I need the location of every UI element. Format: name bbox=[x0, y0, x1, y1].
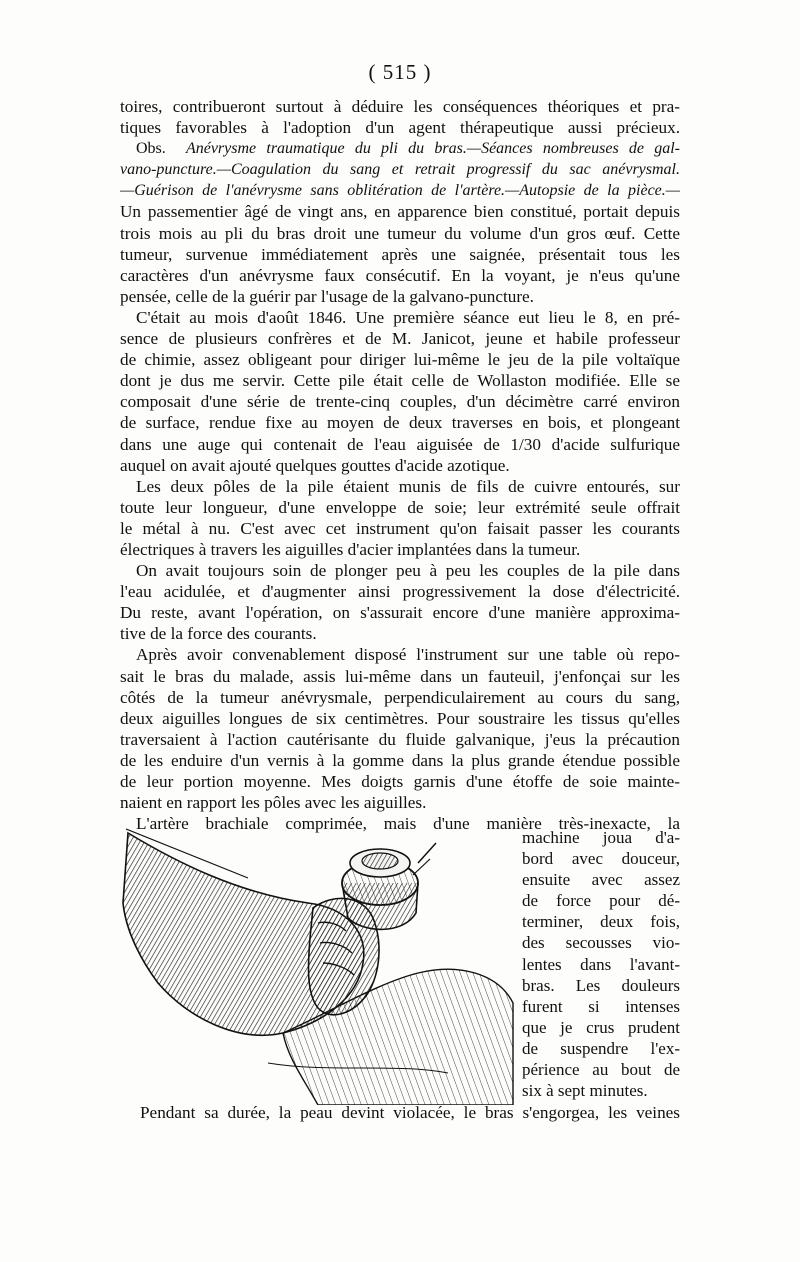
text-line: de surface, rendue fixe au moyen de deux traverses en bois, et plongeant bbox=[120, 413, 680, 433]
text-line: que je crus prudent bbox=[522, 1017, 680, 1037]
text-line: pensée, celle de la guérir par l'usage de la galvano-puncture. bbox=[120, 286, 534, 306]
text-line: six à sept minutes. bbox=[522, 1081, 648, 1101]
text-line: toute leur longueur, d'une enveloppe de soie; leur extrémité seule offrait bbox=[120, 497, 680, 517]
text-line: de les enduire d'un vernis à la gomme dans la plus grande étendue possible bbox=[120, 750, 680, 770]
obs-heading-line: —Guérison de l'anévrysme sans oblitération de l'artère.—Autopsie de la pièce.— bbox=[120, 182, 680, 200]
text-line: deux aiguilles longues de six centimètres. Pour soustraire les tissus qu'elles bbox=[120, 708, 680, 728]
text-line: de chimie, assez obligeant pour diriger lui-même le jeu de la pile voltaïque bbox=[120, 350, 680, 370]
text-line: dans une auge qui contenait de l'eau aiguisée de 1/30 d'acide sulfurique bbox=[120, 434, 680, 454]
text-line: bord avec douceur, bbox=[522, 849, 680, 869]
text-line: côtés de la tumeur anévrysmale, perpendiculairement au cours du sang, bbox=[120, 687, 680, 707]
text-line: trois mois au pli du bras droit une tumeur du volume d'un gros œuf. Cette bbox=[120, 223, 680, 243]
text-line: sence de plusieurs confrères et de M. Janicot, jeune et habile professeur bbox=[120, 329, 680, 349]
text-line: C'était au mois d'août 1846. Une première séance eut lieu le 8, en pré- bbox=[136, 307, 680, 327]
obs-heading-line: vano-puncture.—Coagulation du sang et retrait progressif du sac anévrysmal. bbox=[120, 161, 680, 179]
text-line: tiques favorables à l'adoption d'un agent thérapeutique aussi précieux. bbox=[120, 118, 680, 138]
arm-tourniquet-engraving-icon bbox=[118, 823, 516, 1105]
obs-heading-line bbox=[120, 138, 680, 159]
text-line: machine joua d'a- bbox=[522, 828, 680, 847]
text-line: Les deux pôles de la pile étaient munis de fils de cuivre entourés, sur bbox=[136, 476, 680, 496]
text-line: tive de la force des courants. bbox=[120, 624, 317, 644]
text-line: le métal à nu. C'est avec cet instrument qu'on faisait passer les courants bbox=[120, 518, 680, 538]
text-line: auquel on avait ajouté quelques gouttes d'acide azotique. bbox=[120, 455, 510, 475]
text-line: On avait toujours soin de plonger peu à peu les couples de la pile dans bbox=[136, 561, 680, 581]
wrapped-text bbox=[522, 827, 680, 1101]
page-number: ( 515 ) bbox=[368, 60, 432, 84]
text-line: caractères d'un anévrysme faux consécutif. En la voyant, je n'eus qu'une bbox=[120, 265, 680, 285]
text-line: naient en rapport les pôles avec les aiguilles. bbox=[120, 793, 427, 813]
text-line: de suspendre l'ex- bbox=[522, 1038, 680, 1058]
text-line: Du reste, avant l'opération, on s'assurait encore d'une manière approxima- bbox=[120, 603, 680, 623]
text-line: furent si intenses bbox=[522, 996, 680, 1016]
text-line: de leur portion moyenne. Mes doigts garnis d'une étoffe de soie mainte- bbox=[120, 772, 680, 791]
text-line: des secousses vio- bbox=[522, 933, 680, 953]
main-text bbox=[120, 96, 680, 834]
final-text bbox=[140, 1102, 680, 1123]
text-line: électriques à travers les aiguilles d'acier implantées dans la tumeur. bbox=[120, 539, 581, 559]
text-line: L'artère brachiale comprimée, mais d'une manière très-inexacte, la bbox=[136, 814, 680, 834]
text-line: traversaient à l'action cautérisante du fluide galvanique, j'eus la précaution bbox=[120, 729, 680, 749]
text-line: composait d'une série de trente-cinq couples, d'un décimètre carré environ bbox=[120, 392, 680, 412]
text-line: Pendant sa durée, la peau devint violacée, le bras s'engorgea, les veines bbox=[140, 1103, 680, 1122]
text-line: dont je dus me servir. Cette pile était celle de Wollaston modifiée. Elle se bbox=[120, 371, 680, 391]
text-line: ensuite avec assez bbox=[522, 870, 680, 890]
obs-title: Anévrysme traumatique du pli du bras.—Séances nombreuses de gal- bbox=[185, 140, 680, 158]
text-line: sait le bras du malade, assis lui-même dans un fauteuil, j'enfonçai sur les bbox=[120, 666, 680, 686]
text-line: bras. Les douleurs bbox=[522, 975, 680, 995]
text-line: l'eau acidulée, et d'augmenter ainsi progressivement la dose d'électricité. bbox=[120, 582, 680, 602]
text-line: Après avoir convenablement disposé l'instrument sur une table où repo- bbox=[136, 645, 680, 665]
text-line: lentes dans l'avant- bbox=[522, 954, 680, 974]
text-line: Un passementier âgé de vingt ans, en apparence bien constitué, portait depuis bbox=[120, 202, 680, 222]
text-line: périence au bout de bbox=[522, 1060, 680, 1080]
text-line: terminer, deux fois, bbox=[522, 912, 680, 932]
text-line: tumeur, survenue immédiatement après une saignée, présentait tous les bbox=[120, 244, 680, 264]
obs-label: Obs. bbox=[136, 140, 166, 158]
text-line: toires, contribueront surtout à déduire les conséquences théoriques et pra- bbox=[120, 97, 680, 116]
text-line: de force pour dé- bbox=[522, 891, 680, 911]
